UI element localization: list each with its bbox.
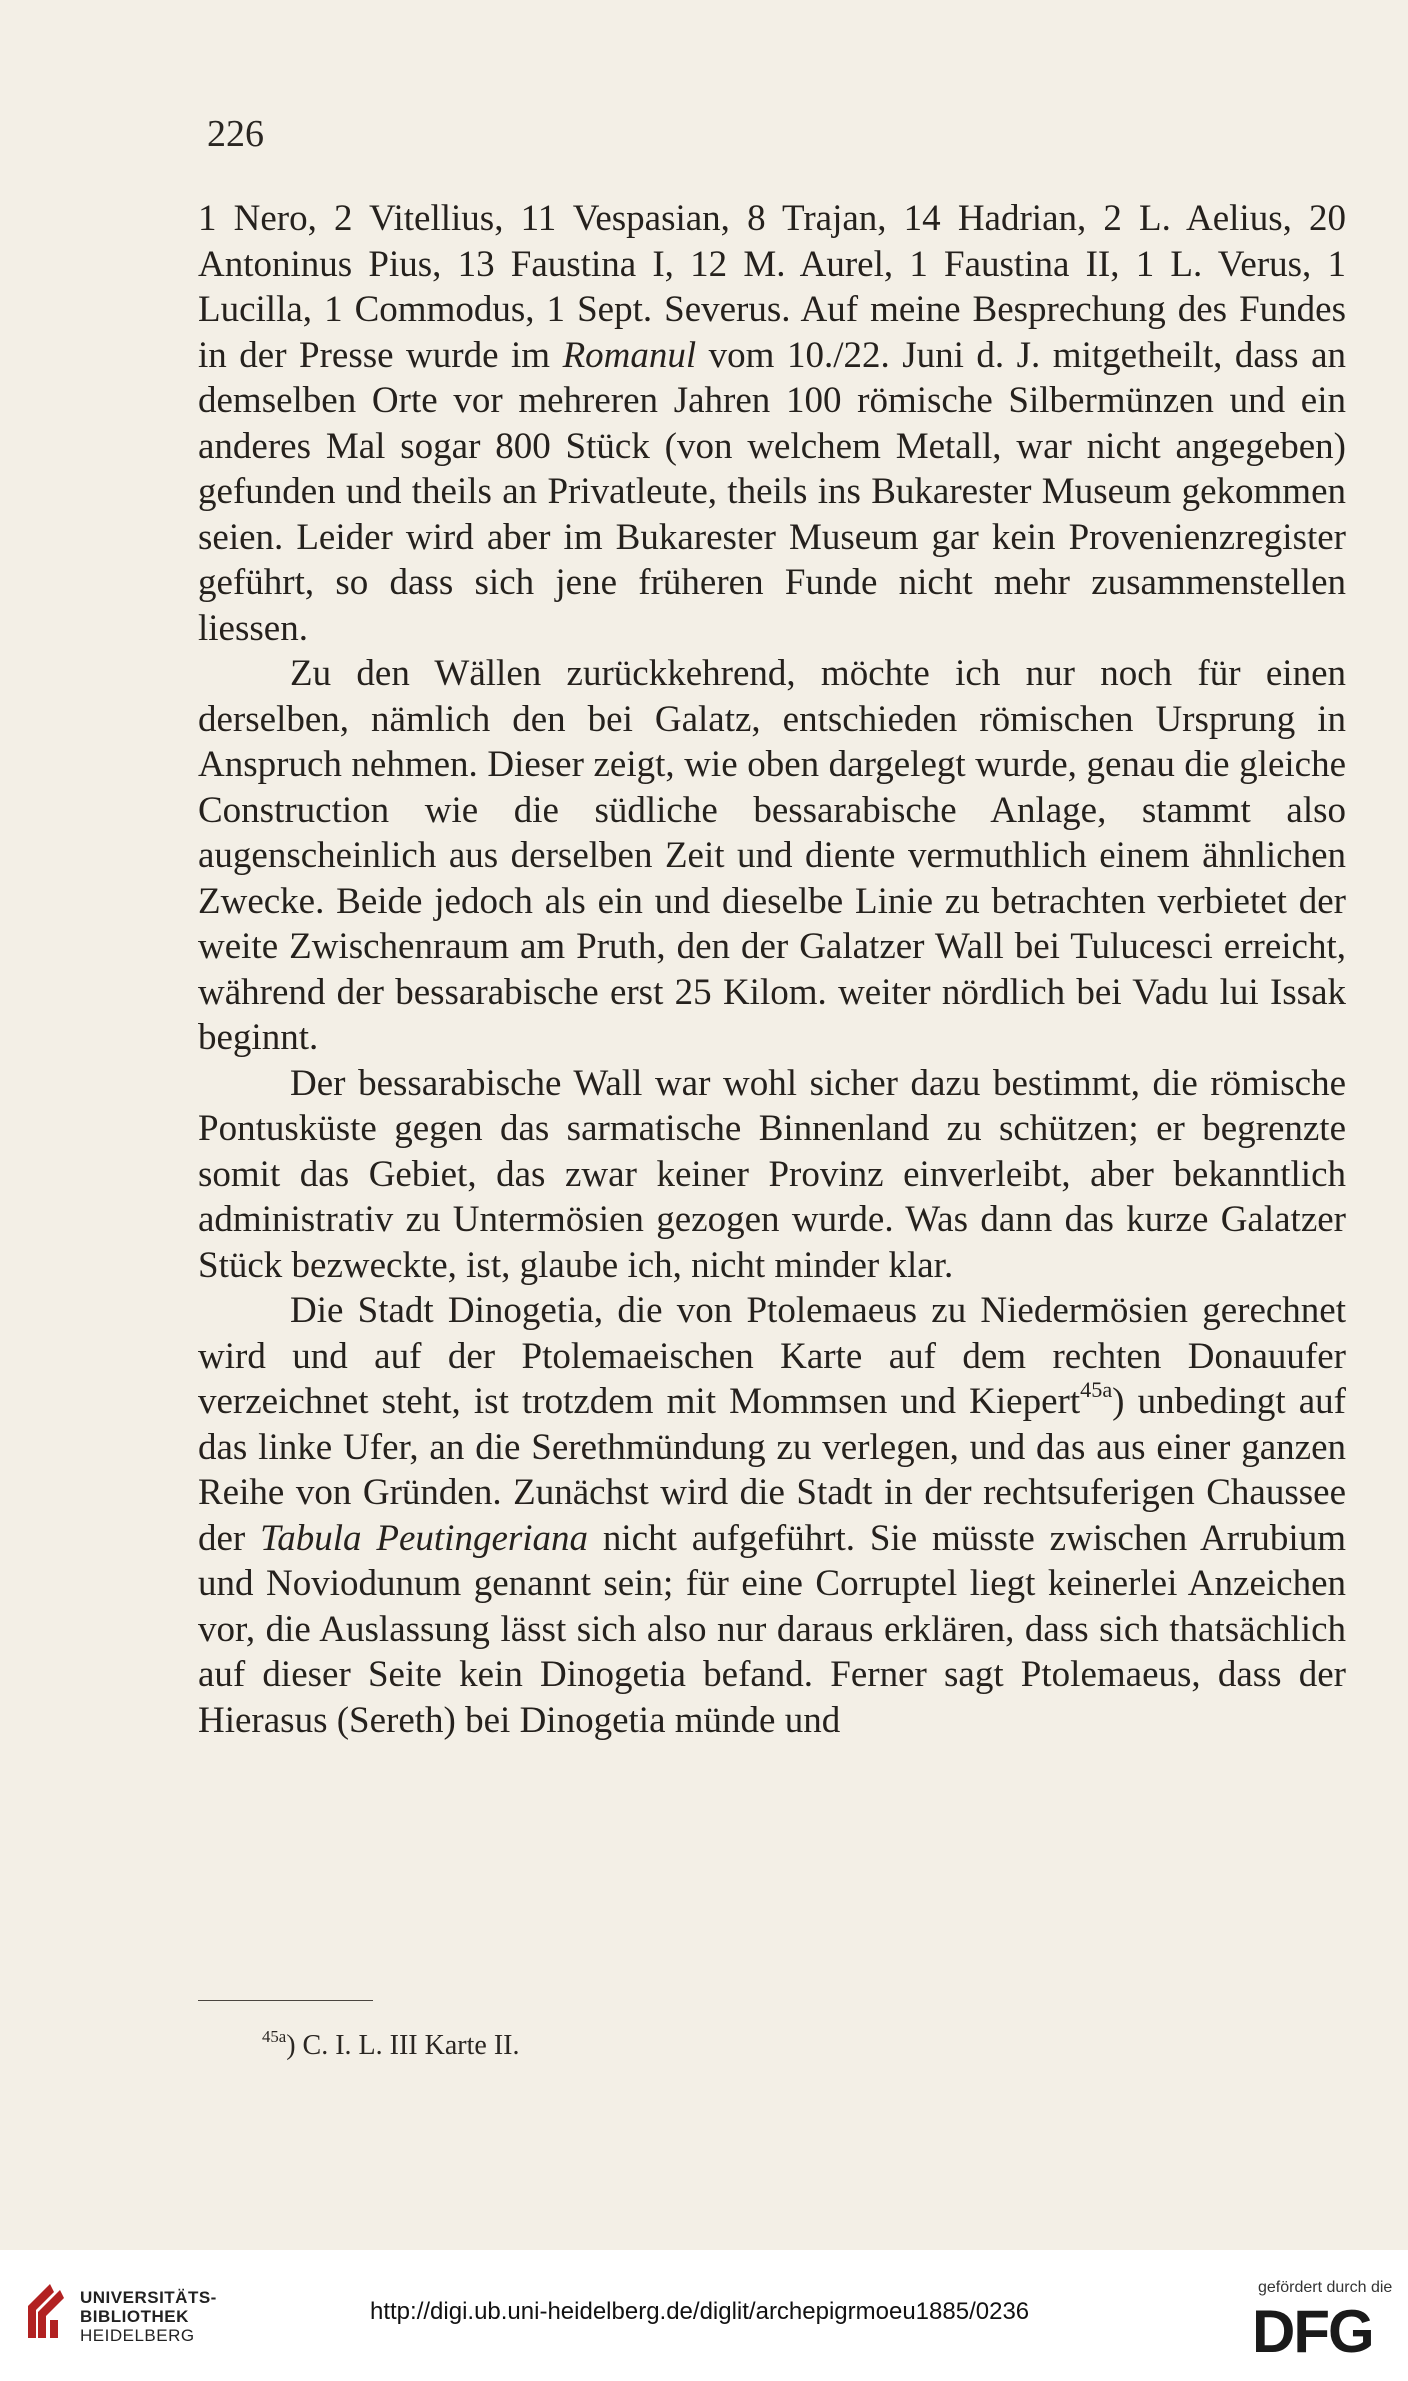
paragraph xyxy=(198,1061,1346,1289)
library-logo-icon xyxy=(20,2280,72,2342)
text-run: Zu den Wällen zurückkehrend, möchte ich nur noch für einen derselben, nämlich den bei Galatz, entschieden römischen Ursprung in Anspruch nehmen. Dieser zeigt, wie oben dargelegt wurde, genau die gleiche Construction wie die südliche bessarabische Anlage, stammt also augenscheinlich aus derselben Zeit und diente vermuthlich einem ähnlichen Zwecke. Beide jedoch als ein und dieselbe Linie zu betrachten verbietet der weite Zwischenraum am Pruth, den der Galatzer Wall bei Tulucesci erreicht, während der bessarabische erst 25 Kilom. weiter nördlich bei Vadu lui Issak beginnt. xyxy=(198,653,1346,1058)
footnote-reference: 45a xyxy=(1080,1377,1113,1403)
text-run: ) unbedingt auf das linke Ufer, an die Serethmündung zu verlegen, und das aus einer ganzen Reihe von Gründen. Zunächst wird die Stadt in der rechtsuferigen Chaussee der xyxy=(198,1381,1346,1559)
paragraph xyxy=(198,196,1346,651)
paragraph xyxy=(198,651,1346,1061)
text-run: 1 Nero, 2 Vitellius, 11 Vespasian, 8 Trajan, 14 Hadrian, 2 L. Aelius, 20 Antoninus Pius, 13 Faustina I, 12 M. Aurel, 1 Faustina II, 1 L. Verus, 1 Lucilla, 1 Commodus, 1 Sept. Severus. Auf meine Besprechung des Fundes in der Presse wurde im xyxy=(198,198,1346,376)
italic-text: Romanul xyxy=(562,334,697,376)
dfg-logo: DFG xyxy=(1252,2298,1373,2365)
page-number: 226 xyxy=(207,113,264,155)
paragraph xyxy=(198,1288,1346,1743)
body-text xyxy=(198,196,1346,1743)
text-run: Der bessarabische Wall war wohl sicher dazu bestimmt, die römische Pontusküste gegen das sarmatische Binnenland zu schützen; er begrenzte somit das Gebiet, das zwar keiner Provinz einverleibt, aber bekanntlich administrativ zu Untermösien gezogen wurde. Was dann das kurze Galatzer Stück bezweckte, ist, glaube ich, nicht minder klar. xyxy=(198,1062,1346,1286)
library-name: UNIVERSITÄTS- BIBLIOTHEK HEIDELBERG xyxy=(80,2288,217,2345)
footnote-separator xyxy=(198,2000,373,2001)
permalink-url[interactable]: http://digi.ub.uni-heidelberg.de/diglit/archepigrmoeu1885/0236 xyxy=(370,2298,1030,2325)
footnote xyxy=(262,2027,520,2062)
text-run: Die Stadt Dinogetia, die von Ptolemaeus zu Niedermösien gerechnet wird und auf der Ptolemaeischen Karte auf dem rechten Donauufer verzeichnet steht, ist trotzdem mit Mommsen und Kiepert xyxy=(198,1290,1346,1422)
footnote-mark: 45a xyxy=(262,2027,287,2046)
italic-text: Tabula Peutingeriana xyxy=(260,1517,589,1559)
footnote-text: ) C. I. L. III Karte II. xyxy=(286,2030,520,2061)
text-run: vom 10./22. Juni d. J. mitgetheilt, dass an demselben Orte vor mehreren Jahren 100 römische Silbermünzen und ein anderes Mal sogar 800 Stück (von welchem Metall, war nicht angegeben) gefunden und theils an Privatleute, theils ins Bukarester Museum gekommen seien. Leider wird aber im Bukarester Museum gar kein Provenienzregister geführt, so dass sich jene früheren Funde nicht mehr zusammenstellen liessen. xyxy=(198,334,1346,649)
text-run: nicht aufgeführt. Sie müsste zwischen Arrubium und Noviodunum genannt sein; für eine Corruptel liegt keinerlei Anzeichen vor, die Auslassung lässt sich also nur daraus erklären, dass sich thatsächlich auf dieser Seite kein Dinogetia befand. Ferner sagt Ptolemaeus, dass der Hierasus (Sereth) bei Dinogetia münde und xyxy=(198,1517,1346,1741)
funding-note: gefördert durch die xyxy=(1258,2279,1393,2296)
